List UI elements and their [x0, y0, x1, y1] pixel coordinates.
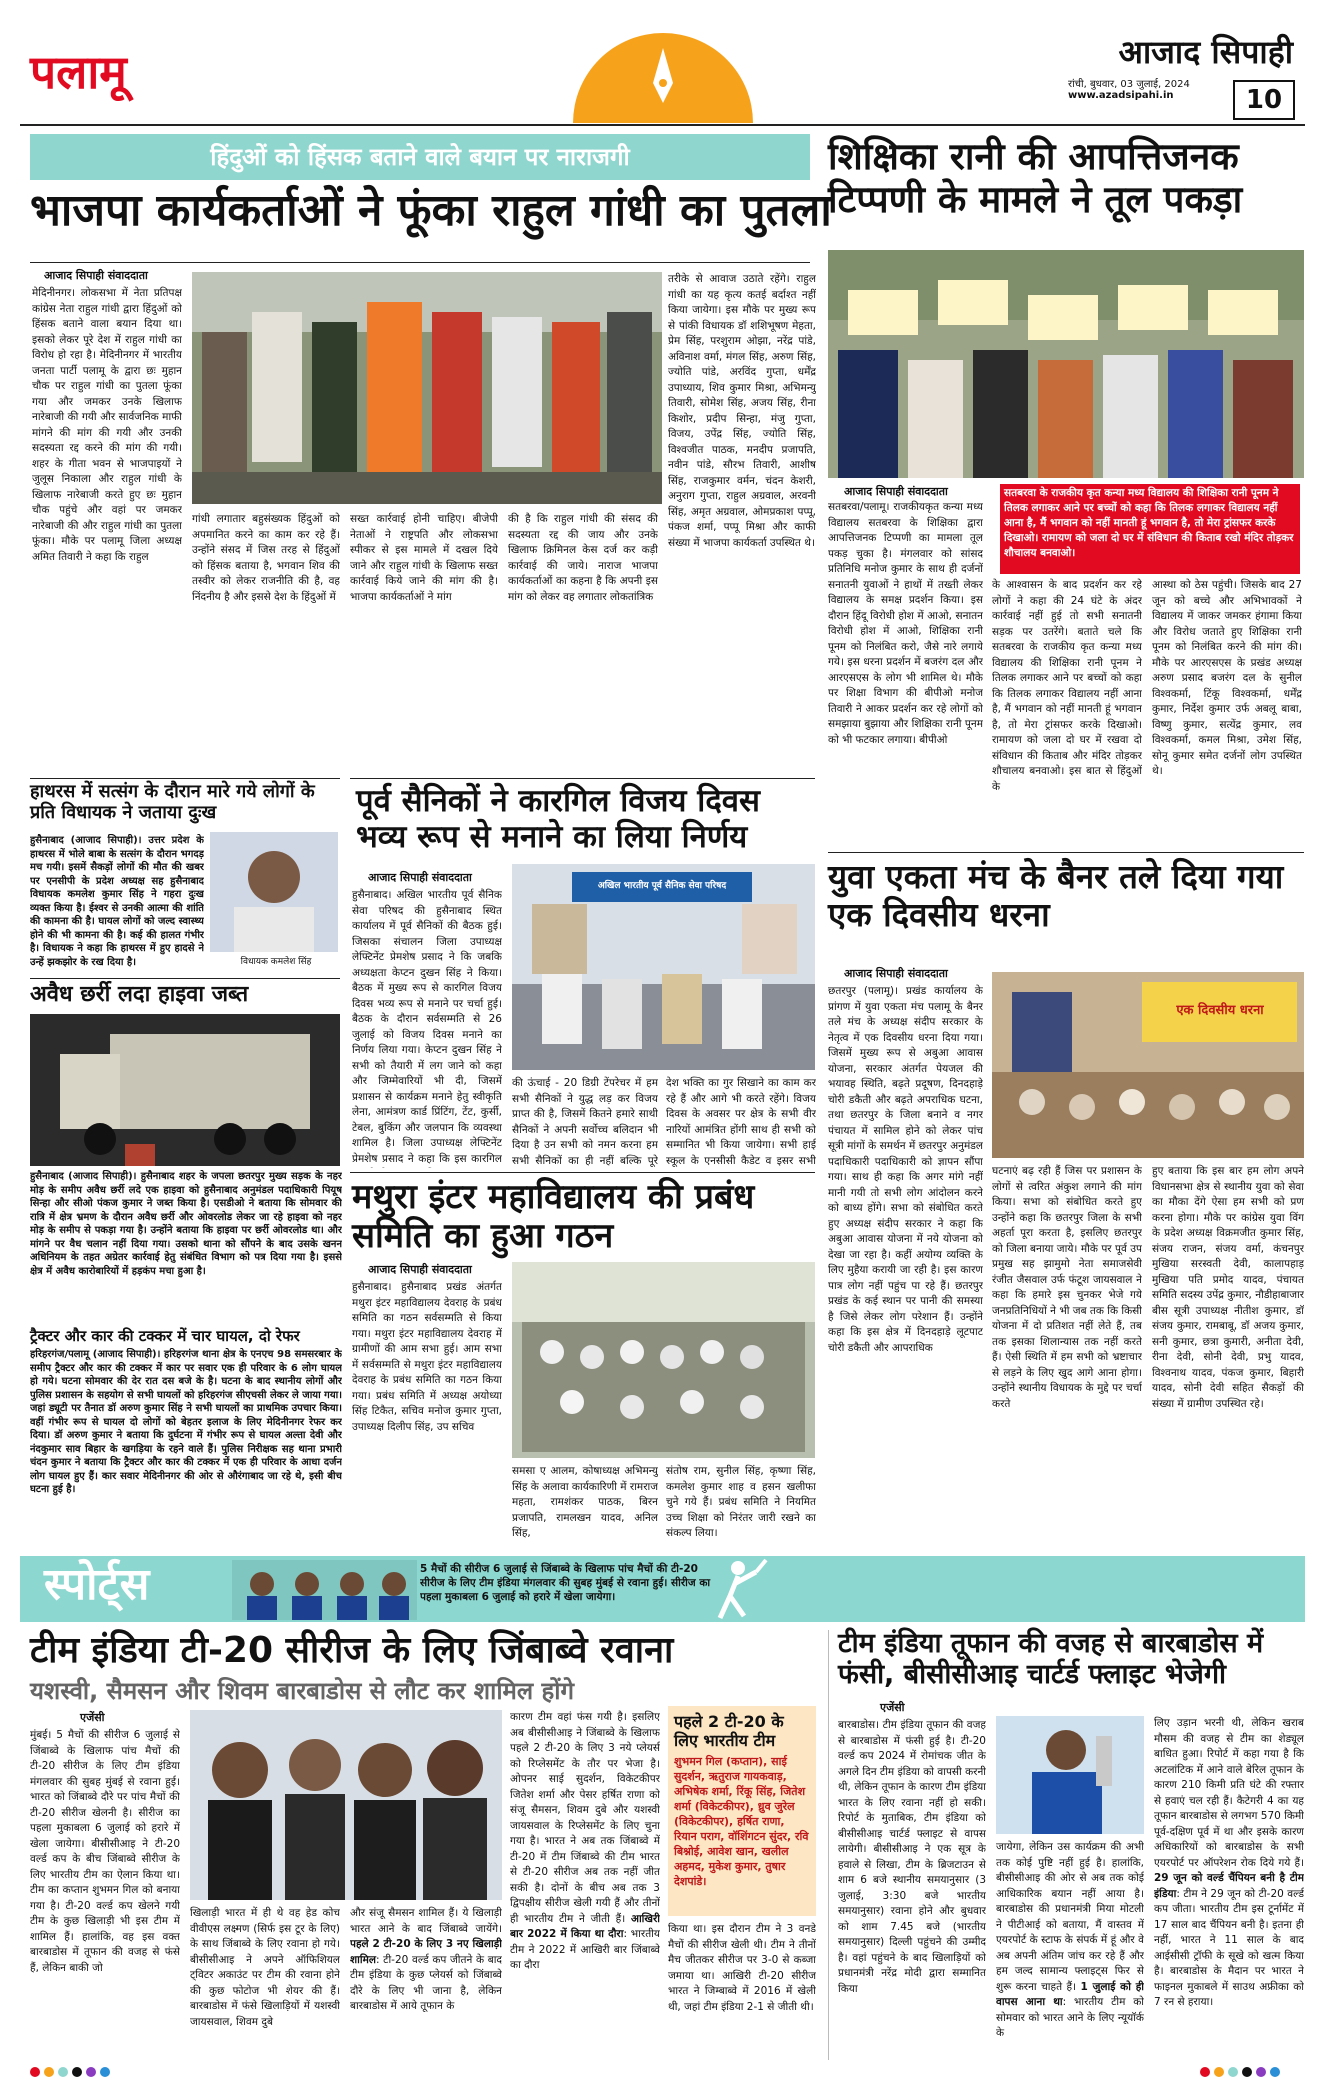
story3-headline: हाथरस में सत्संग के दौरान मारे गये लोगों के प्रति विधायक ने जताया दुःख: [30, 781, 315, 823]
story4-headline: अवैध छर्री लदा हाइवा जब्त: [30, 982, 249, 1007]
college-meeting-photo: [512, 1262, 815, 1458]
story9-col3-block: [350, 1906, 502, 2058]
story7-col3: संतोष राम, सुनील सिंह, कृष्णा सिंह, कमलेश कुमार शाह व हसन खलीफा चुने गये हैं। प्रबंध समिति ने नियमित उच्च शिक्षा को निरंतर जारी रखने का संकल्प लिया।: [666, 1465, 816, 1539]
story2-col1: सतबरवा/पलामू। राजकीयकृत कन्या मध्य विद्यालय सतबरवा के शिक्षिका द्वारा आपत्तिजनक टिप्पणी का मामला तूल पकड़ चुका है। मंगलवार को सांसद प्रतिनिधि मनोज कुमार के साथ ही दर्जनों सनातनी युवाओं ने हाथों में तख्ती लेकर विद्यालय के समक्ष प्रदर्शन किया। इस दौरान हिंदू विरोधी होश में आओ, सनातन विरोधी होश में आओ, शिक्षिका रानी पूनम को निलंबित करो, जैसे नारे लगाये गये। इस धरना प्रदर्शन में बजरंग दल और आरएसएस के लोग भी शामिल थे। मौके पर शिक्षा विभाग की बीपीओ मनोज तिवारी ने आकर प्रदर्शन कर रहे लोगों को समझाया बुझाया और शिक्षिका रानी पूनम को भी फटकार लगाया। बीपीओ: [828, 501, 983, 746]
footer-dots-right: [1200, 2062, 1284, 2081]
dharna-photo: [992, 972, 1304, 1158]
story10-byline: एजेंसी: [880, 1701, 905, 1714]
story2-headline: शिक्षिका रानी की आपत्तिजनक टिप्पणी के मामले ने तूल पकड़ा: [828, 135, 1243, 221]
story9-subhead: यशस्वी, सैमसन और शिवम बारबाडोस से लौट कर शामिल होंगे: [30, 1677, 575, 1705]
story10-col1: बारबाडोस। टीम इंडिया तूफान की वजह से बारबाडोस में फंसी हुई है। टी-20 वर्ल्ड कप 2024 में रोमांचक जीत के अगले दिन टीम इंडिया को वापसी करनी थी, लेकिन तूफान के कारण टीम इंडिया भारत के लिए रवाना नहीं हो सकी। रिपोर्ट के मुताबिक, टीम इंडिया को बीसीसीआइ चार्टर्ड फ्लाइट से वापस लायेगी। बीसीसीआइ ने एक सूत्र के हवाले से लिखा, टीम के ब्रिजटाउन से शाम 6 बजे स्थानीय समयानुसार (3 जुलाई, 3:30 बजे भारतीय समयानुसार) रवाना होने और बुधवार को शाम 7.45 बजे (भारतीय समयानुसार) दिल्ली पहुंचने की उम्मीद है। वहां पहुंचने के बाद खिलाड़ियों को प्रधानमंत्री नरेंद्र मोदी द्वारा सम्मानित किया: [838, 1719, 986, 1995]
footer-dots-left: [30, 2062, 114, 2081]
dharna-banner-text: एक दिवसीय धरना: [1176, 1003, 1264, 1018]
story1-kicker: हिंदुओं को हिंसक बताने वाले बयान पर नाराजगी: [30, 134, 810, 180]
story9-headline: टीम इंडिया टी-20 सीरीज के लिए जिंबाब्वे रवाना: [30, 1630, 674, 1671]
cricket-player-icon: [700, 1558, 770, 1622]
story6-headline: पूर्व सैनिकों ने कारगिल विजय दिवस भव्य रूप से मनाने का लिया निर्णय: [356, 783, 760, 855]
story10-col3-block: [1154, 1716, 1304, 2058]
story2-byline: आजाद सिपाही संवाददाता: [844, 485, 948, 498]
story10-col2-block: [996, 1840, 1144, 2058]
story8-headline: युवा एकता मंच के बैनर तले दिया गया एक दिवसीय धरना: [828, 857, 1284, 934]
story2-highlight: सतबरवा के राजकीय कृत कन्या मध्य विद्यालय की शिक्षिका रानी पूनम ने तिलक लगाकर आने पर बच्चों को कहा कि तिलक लगाकर विद्यालय नहीं आना है, मैं भगवान को नहीं मानती हूं भगवान है, तो मेरा ट्रांसफर करके दिखाओ। रामायण को जला दो घर में संविधान की किताब रखो मंदिर तोड़कर शौचालय बनवाओ।: [1000, 484, 1300, 574]
story8-col1: छतरपुर (पलामू)। प्रखंड कार्यालय के प्रांगण में युवा एकता मंच पलामू के बैनर तले मंच के अध्यक्ष संदीप सरकार के नेतृत्व में एक दिवसीय धरना दिया गया। जिसमें मुख्य रूप से अबुआ आवास योजना, सरकार अंतर्गत पेयजल की भयावह स्थिति, बढ़ते प्रदूषण, दिनदहाड़े चोरी डकैती और बढ़ते अपराधिक घटना, तथा छतरपुर के जिला बनाने व नगर पंचायत में सामिल होने को लेकर पांच सूत्री मांगों के समर्थन में छतरपुर अनुमंडल पदाधिकारी पदाधिकारी को ज्ञापन सौंपा गया। साथ ही कहा कि अगर मांगे नहीं मानी गयी तो सभी लोग आंदोलन करने को बाध्य होंगे। सभा को संबोधित करते हुए अध्यक्ष संदीप सरकार ने कहा कि अबुआ आवास योजना में नये योजना को देखा जा रहा है। कहीं अयोग्य व्यक्ति के लिए मुहैया करायी जा रही है। इस कारण पात्र लोग नहीं पहुंच पा रहे हैं। छतरपुर प्रखंड के कई स्थान पर पानी की समस्या है जिसे लेकर लोग परेशान हैं। उन्होंने कहा कि इस क्षेत्र में दिनदहाड़े लूटपाट चोरी डकैती और आपराधिक: [828, 985, 983, 1354]
squad-box-title: पहले 2 टी-20 के लिए भारतीय टीम: [674, 1712, 784, 1750]
squad-box-body: शुभमन गिल (कप्तान), साई सुदर्शन, ऋतुराज गायकवाड़, अभिषेक शर्मा, रिंकू सिंह, जितेश शर्मा (विकेटकीपर), ध्रुव जुरेल (विकेटकीपर), हर्षित राणा, रियान पराग, वॉशिंगटन सुंदर, रवि बिश्नोई, आवेश खान, खलील अहमद, मुकेश कुमार, तुषार देशपांडे।: [674, 1755, 809, 1888]
truck-photo: [30, 1014, 340, 1166]
story6-byline: आजाद सिपाही संवाददाता: [368, 871, 472, 884]
story10-headline: टीम इंडिया तूफान की वजह से बारबाडोस में फंसी, बीसीसीआइ चार्टर्ड फ्लाइट भेजेगी: [838, 1628, 1264, 1691]
story1-col3: सख्त कार्रवाई होनी चाहिए। बीजेपी नेताओं ने राष्ट्रपति और लोकसभा स्पीकर से इस मामले में दखल दिये जाने और राहुल गांधी के खिलाफ सख्त कार्रवाई किये जाने की मांग की है। भाजपा कार्यकर्ताओं ने मांग: [350, 513, 498, 603]
story9-col4-subhead: आखिरी बार 2022 में किया था दौरा: [510, 1912, 660, 1940]
squad-box: [668, 1706, 816, 1916]
story8-col2: घटनाएं बढ़ रही हैं जिस पर प्रशासन के लोगों से त्वरित अंकुश लगाने की मांग किया। सभा को संबोधित करते हुए उन्होंने कहा कि छतरपुर जिला के सभी अहर्ता पूरा करता है, इसलिए छतरपुर को जिला बनाया जाये। मौके पर पूर्व उप प्रमुख सह झामुमो नेता समाजसेवी रंजीत जैसवाल उर्फ फंटूश जायसवाल ने कहा कि हमारे इस चुनकर भेजे गये जनप्रतिनिधियों ने भी जब तक कि किसी योजना में दो प्रतिशत नहीं लेते हैं, तब तक इसका शिलान्यास तक नहीं करते हैं। ऐसी स्थिति में हम सभी को भ्रष्टाचार से लड़ने के लिए खुद आगे आना होगा। उन्होंने स्थानीय विधायक के मुद्दे पर चर्चा करते: [992, 1165, 1142, 1410]
masthead-logo-icon: [568, 28, 758, 123]
masthead-rule: [20, 124, 1305, 126]
story2-col2: के आश्वासन के बाद प्रदर्शन कर रहे लोगों ने कहा की 24 घंटे के अंदर कार्रवाई नहीं हुई तो सभी सनातनी सड़क पर उतरेंगे। बताते चले कि सतबरवा के राजकीय कृत कन्या मध्य विद्यालय की शिक्षिका रानी पूनम ने तिलक लगाकर आने पर बच्चों को कहा कि तिलक लगाकर विद्यालय नहीं आना है, मैं भगवान को नहीं मानती हूं भगवान है, तो मेरा ट्रांसफर करके दिखाओ। रामायण को जला दो घर में रखवा दो संविधान की किताब और मंदिर तोड़कर शौचालय बनवाओ। इस बात से हिंदुओं के: [992, 579, 1142, 793]
mla-photo: [210, 832, 338, 952]
story9-col4-text: कारण टीम वहां फंस गयी है। इसलिए अब बीसीसीआइ ने जिंबाब्वे के खिलाफ पहले 2 टी-20 के लिए 3 नये प्लेयर्स को रिप्लेसमेंट के तौर पर भेजा है। ओपनर साई सुदर्शन, विकेटकीपर जितेश शर्मा और पेसर हर्षित राणा को संजू सैमसन, शिवम दुबे और यशस्वी जायसवाल के रिप्लेसमेंट के लिए चुना गया है। भारत ने अब तक जिंबाब्वे में टी-20 में टीम जिंबाब्वे की टीम भारत से टी-20 सीरीज अब तक नहीं जीत सकी है। दोनों के बीच अब तक 3 द्विपक्षीय सीरीज खेली गयी हैं और तीनों ही भारतीय टीम ने जीती हैं।: [510, 1711, 660, 1925]
story1-byline: आजाद सिपाही संवाददाता: [44, 269, 148, 282]
story9-col3-text: और संजू सैमसन शामिल हैं। ये खिलाड़ी भारत आने के बाद जिंबाब्वे जायेंगे।: [350, 1907, 502, 1935]
sports-teaser: 5 मैचों की सीरीज 6 जुलाई से जिंबाब्वे के खिलाफ पांच मैचों की टी-20 सीरीज के लिए टीम इंडिया मंगलवार की सुबह मुंबई से रवाना हुई। सीरीज का पहला मुकाबला 6 जुलाई को हरारे में खेला जायेगा।: [420, 1563, 711, 1603]
story10-col3-cont: : टीम ने 29 जून को टी-20 वर्ल्ड कप जीता। भारतीय टीम इस टूर्नामेंट में 17 साल बाद चैंपियन बनी है। इतना ही नहीं, भारत ने 11 साल के बाद आईसीसी ट्रॉफी के सूखे को खत्म किया है। बारबाडोस के मैदान पर भारत ने फाइनल मुकाबले में साउथ अफ्रीका को 7 रन से हराया।: [1154, 1887, 1304, 2008]
story10-col2-text: जायेगा, लेकिन उस कार्यक्रम की अभी तक कोई पुष्टि नहीं हुई है। हालांकि, बीसीसीआइ की ओर से अब तक कोई आधिकारिक बयान नहीं आया है। बारबाडोस की प्रधानमंत्री मिया मोटली ने पीटीआई को बताया, मैं वास्तव में एयरपोर्ट के स्टाफ के संपर्क में हूं और वे अब अपनी अंतिम जांच कर रहे हैं और हम जल्द सामान्य फ्लाइट्स फिर से शुरू करना चाहते हैं।: [996, 1841, 1144, 1993]
story9-col5: किया था। इस दौरान टीम ने 3 वनडे मैचों की सीरीज खेली थी। टीम ने तीनों मैच जीतकर सीरीज पर 3-0 से कब्जा जमाया था। आखिरी टी-20 सीरीज भारत ने जिम्बाब्वे में 2016 में खेली थी, जहां टीम इंडिया 2-1 से जीती थी।: [668, 1923, 816, 2013]
players-group-photo: [232, 1560, 417, 1620]
section-title: पलामू: [30, 45, 127, 99]
story3-body: हुसैनाबाद (आजाद सिपाही)। उत्तर प्रदेश के हाथरस में भोले बाबा के सत्संग के दौरान भगदड़ मच गयी। इसमें सैकड़ों लोगों की मौत की खबर पर एनसीपी के प्रदेश अध्यक्ष सह हुसैनाबाद विधायक कमलेश कुमार सिंह ने गहरा दुःख व्यक्त किया है। ईश्वर से उनकी आत्मा की शांति की कामना की है। घायल लोगों को जल्द स्वास्थ्य होने की भी कामना की है। कई की हालत गंभीर है। विधायक ने कहा कि हाथरस में हुए हादसे ने उन्हें झकझोर के रख दिया है।: [30, 835, 204, 968]
protest-photo: [192, 272, 662, 504]
newspaper-name: आजाद सिपाही: [1118, 33, 1293, 71]
meeting-banner-text: अखिल भारतीय पूर्व सैनिक सेवा परिषद: [597, 881, 727, 891]
website-text: www.azadsipahi.in: [1068, 90, 1174, 101]
story9-col4-cont: : भारतीय टीम ने 2022 में आखिरी बार जिंबाब्वे का दौरा: [510, 1928, 660, 1971]
story6-col1: हुसैनाबाद। अखिल भारतीय पूर्व सैनिक सेवा परिषद की हुसैनाबाद स्थित कार्यालय में पूर्व सैनिकों की बैठक हुई। जिसका संचालन जिला उपाध्यक्ष लेफ्टिनेंट प्रेमशेष प्रसाद ने कि जबकि अध्यक्षता केप्टन दुखन सिंह ने किया। बैठक में मुख्य रूप से कारगिल विजय दिवस भव्य रूप से मनाने पर चर्चा हुई। बैठक के दौरान सर्वसम्मति से 26 जुलाई को विजय दिवस मनाने का निर्णय लिया गया। केप्टन दुखन सिंह ने सभी को तैयारी में लग जाने को कहा और जिम्मेवारियों भी दी, जिसमें प्रशासन से कार्यक्रम मनाने हेतु स्वीकृति लेना, आमंत्रण कार्ड प्रिंटिंग, टेंट, कुर्सी, टेबल, बुकिंग और जलपान कि व्यवस्था शामिल है। जिला उपाध्यक्ष लेफ्टिनेंट प्रेमशेष प्रसाद ने कहा कि इस कारगिल: [352, 889, 502, 1165]
team-players-photo: [190, 1710, 502, 1900]
story5-body: हरिहरगंज/पलामू (आजाद सिपाही)। हरिहरगंज थाना क्षेत्र के एनएच 98 समसरबार के समीप ट्रैक्टर और कार की टक्कर में कार पर सवार एक ही परिवार के 6 लोग घायल हो गये। घटना सोमवार की देर रात दस बजे के है। घटना के बाद स्थानीय लोगों और पुलिस प्रशासन के सहयोग से सभी घायलों को हरिहरगंज सीएचसी लेकर ले जाया गया। जहां ड्यूटी पर तैनात डॉ अरुण कुमार सिंह ने सभी घायलों का प्राथमिक उपचार किया। वहीं गंभीर रूप से घायल दो लोगों को बेहतर इलाज के लिए मेदिनीनगर रेफर कर दिया। डॉ अरुण कुमार ने बताया कि दुर्घटना में गंभीर रूप से घायल अल्ता देवी और नंदकुमार साव बिहार के खगड़िया के रहने वाले हैं। पुलिस निरीक्षक सह थाना प्रभारी चंदन कुमार ने बताया कि ट्रैक्टर और कार की टक्कर में एक ही परिवार के आधा दर्जन लोग घायल हुए हैं। कार सवार मेदिनीनगर की ओर से औरंगाबाद जा रहे थे, इसी बीच घटना हुई है।: [30, 1349, 342, 1495]
story9-col2: खिलाड़ी भारत में ही थे वह हेड कोच वीवीएस लक्ष्मण (सिर्फ इस टूर के लिए) के साथ जिंबाब्वे के लिए रवाना हो गये। बीसीसीआइ ने अपने ऑफिशियल ट्विटर अकाउंट पर टीम की रवाना होने की कुछ फोटोज भी शेयर की हैं। बारबाडोस में फंसे खिलाड़ियों में यशस्वी जायसवाल, शिवम दुबे: [190, 1907, 340, 2028]
sports-label: स्पोर्ट्स: [44, 1559, 150, 1610]
meeting-photo: [512, 864, 815, 1070]
story1-col2: गांधी लगातार बहुसंख्यक हिंदुओं को अपमानित करने का काम कर रहे हैं। उन्होंने संसद में जिस तरह से हिंदुओं को हिंसक बताया है, भगवान शिव की तस्वीर को लेकर राजनीति की है, वह निंदनीय है और इससे देश के हिंदुओं में: [192, 513, 340, 603]
story1-col1: मेदिनीनगर। लोकसभा में नेता प्रतिपक्ष कांग्रेस नेता राहुल गांधी द्वारा हिंदुओं को हिंसक बताने वाला बयान दिया था। इसको लेकर पूरे देश में राहुल गांधी का विरोध हो रहा है। मेदिनीनगर में भारतीय जनता पार्टी पलामू के द्वारा छः मुहान चौक पर राहुल गांधी का पुतला फूंका गया और जमकर उनके खिलाफ नारेबाजी की गयी और सार्वजनिक माफी मांगने की मांग की गयी और उनकी सदस्यता रद्द करने की मांग की गयी। शहर के गीता भवन से भाजपाइयों ने जुलूस निकाला और राहुल गांधी के खिलाफ नारेबाजी करते हुए छः मुहान चौक पहुंचे और वहां पर जमकर नारेबाजी की और राहुल गांधी का पुतला फूंका। मौके पर पलामू जिला अध्यक्ष अमित तिवारी ने कहा कि राहुल: [32, 287, 182, 563]
mla-photo-caption: विधायक कमलेश सिंह: [240, 957, 312, 967]
story2-col3: आस्था को ठेस पहुंची। जिसके बाद 27 जून को बच्चे और अभिभावकों ने विद्यालय में जाकर जमकर हंगामा किया और विरोध जताते हुए शिक्षिका रानी पूनम को निलंबित करने की मांग की। मौके पर आरएसएस के प्रखंड अध्यक्ष अरुण प्रसाद बजरंग दल के सुनील विश्वकर्मा, टिंकू विश्वकर्मा, धर्मेंद्र कुमार, निर्देश कुमार उर्फ अबलू बाबा, विष्णु कुमार, सत्येंद्र कुमार, लव विश्वकर्मा, कमल मिश्रा, उमेश सिंह, सोनू कुमार समेत दर्जनों लोग उपस्थित थे।: [1152, 579, 1302, 777]
story10-col3-subhead: 29 जून को वर्ल्ड चैंपियन बनी है टीम इंडिया: [1154, 1872, 1304, 1900]
story10-col2-subhead: 1 जुलाई को ही वापस आना था: [996, 1980, 1144, 2008]
story9-col4-block: [510, 1710, 660, 2058]
rohit-trophy-photo: [996, 1716, 1144, 1834]
story7-headline: मथुरा इंटर महाविद्यालय की प्रबंध समिति का हुआ गठन: [352, 1177, 755, 1257]
story9-col3-cont: : टी-20 वर्ल्ड कप जीतने के बाद टीम इंडिया के कुछ प्लेयर्स को जिंबाब्वे दौरे के लिए भी जाना है, लेकिन बारबाडोस में आये तूफान के: [350, 1953, 502, 2012]
story1-col4: की है कि राहुल गांधी की संसद की सदस्यता रद्द की जाय और उनके खिलाफ क्रिमिनल केस दर्ज कर कड़ी कार्रवाई की जाये। नाराज भाजपा कार्यकर्ताओं का कहना है कि अपनी इस मांग को लेकर वह लगातार लोकतांत्रिक: [508, 513, 658, 603]
story6-col3: देश भक्ति का गुर सिखाने का काम कर रहे हैं और आगे भी करते रहेंगे। विजय दिवस के अवसर पर क्षेत्र के सभी वीर नारियों आमंत्रित होंगी साथ ही सभी को सम्मानित भी किया जायेगा। सभी हाई स्कूल के एनसीसी कैडेट व इसर सभी: [666, 1077, 816, 1167]
story8-col3: हुए बताया कि इस बार हम लोग अपने विधानसभा क्षेत्र से स्थानीय युवा को सेवा का मौका देंगे ऐसा हम सभी को प्रण करना होगा। मौके पर कांग्रेस युवा विंग के प्रदेश अध्यक्ष विक्रमजीत कुमार सिंह, संजय राजन, संजय वर्मा, कंचनपुर मुखिया सरस्वती देवी, कालापहाड़ मुखिया पति प्रमोद यादव, पंचायत समिति सदस्य उपेंद्र कुमार, नौडीहाबाजार बीस सूत्री उपाध्यक्ष नीतीश कुमार, डॉ संजय कुमार, रामबाबू, डॉ अजय कुमार, सनी कुमार, छत्रा कुमारी, अनीता देवी, रीना देवी, सोनी देवी, प्रभु यादव, विश्वनाथ यादव, पंकज कुमार, बिहारी यादव, सोनी देवी सहित सैकड़ों की संख्या में ग्रामीण उपस्थित रहे।: [1152, 1165, 1304, 1410]
story6-col2: की ऊंचाई - 20 डिग्री टेंपरेचर में हम सभी सैनिकों ने युद्ध लड़ कर विजय प्राप्त की है, जिसमें कितने हमारे साथी सैनिकों ने अपनी सर्वोच्च बलिदान भी दिया है उन सभी को नमन करना हम सभी सैनिकों का ही नहीं बल्कि पूरे: [512, 1077, 658, 1167]
story4-body: हुसैनाबाद (आजाद सिपाही)। हुसैनाबाद शहर के जपला छतरपुर मुख्य सड़क के नहर मोड़ के समीप अवैध छर्री लदे एक हाइवा को हुसैनाबाद अनुमंडल पदाधिकारी पियूष सिन्हा और सीओ पंकज कुमार ने जब्त किया है। एसडीओ ने बताया कि सोमवार की रात्रि में क्षेत्र भ्रमण के दौरान अवैध छर्री और ओवरलोड लेकर जा रहे हाइवा को नहर मोड़ के समीप से पकड़ा गया है। उन्होंने बताया कि हाइवा पर छर्री ओवरलोड था। और मांगने पर वैध चलान नहीं दिया गया। उसको थाना को सौंपने के बाद उसके खनन अधिनियम के तहत अग्रेतर कार्रवाई हेतु संबंधित विभाग को पत्र दिया गया है। इससे क्षेत्र में अवैध कारोबारियों में हड़कंप मचा हुआ है।: [30, 1171, 342, 1277]
story9-byline: एजेंसी: [80, 1711, 105, 1724]
story7-col2: समसा ए आलम, कोषाध्यक्ष अभिमन्यु सिंह के अलावा कार्यकारिणी में रामराज महता, रामशंकर पाठक, बिरन प्रजापति, रामलखन यादव, अनिल सिंह,: [512, 1465, 658, 1539]
story1-col5: तरीके से आवाज उठाते रहेंगे। राहुल गांधी का यह कृत्य कतई बर्दाश्त नहीं किया जायेगा। इस मौके पर मुख्य रूप से पांकी विधायक डॉ शशिभूषण मेहता, प्रेम सिंह, परशुराम ओझा, नरेंद्र पांडे, अविनाश वर्मा, मंगल सिंह, अरुण सिंह, ज्योति पांडे, अरविंद गुप्ता, धर्मेंद्र उपाध्याय, शिव कुमार मिश्रा, अभिमन्यु तिवारी, सोमेश सिंह, अजय सिंह, रीना किशोर, प्रदीप सिन्हा, मंजु गुप्ता, विजय, उपेंद्र सिंह, ज्योति सिंह, विश्वजीत पाठक, मनदीप प्रजापति, नवीन पांडे, सौरभ तिवारी, आशीष सिंह, राजकुमार वर्मन, चंदन केशरी, अनुराग गुप्ता, राहुल अग्रवाल, अरवनी सिंह, अमृत अग्रवाल, ओमप्रकाश पप्पू, पंकज शर्मा, पप्पू मिश्रा और काफी संख्या में भाजपा कार्यकर्ता उपस्थित थे।: [668, 273, 816, 549]
story8-byline: आजाद सिपाही संवाददाता: [844, 967, 948, 980]
date-text: रांची, बुधवार, 03 जुलाई, 2024: [1068, 79, 1190, 90]
story7-col1: हुसैनाबाद। हुसैनाबाद प्रखंड अंतर्गत मथुरा इंटर महाविद्यालय देवराह के प्रबंध समिति का गठन सर्वसम्मति से किया गया। मथुरा इंटर महाविद्यालय देवराह में ग्रामीणों की आम सभा हुई। आम सभा में सर्वसम्मति से मथुरा इंटर महाविद्यालय देवराह के प्रबंध समिति का गठन किया गया। प्रबंध समिति में अध्यक्ष अयोध्या सिंह टिकैत, सचिव मनोज कुमार गुप्ता, उपाध्यक्ष दिलीप सिंह, उप सचिव: [352, 1281, 502, 1433]
page-number: 10: [1233, 80, 1295, 120]
story9-col3-subhead: पहले 2 टी-20 के लिए 3 नए खिलाड़ी शामिल: [350, 1938, 502, 1966]
story9-col1: मुंबई। 5 मैचों की सीरीज 6 जुलाई से जिंबाब्वे के खिलाफ पांच मैचों की टी-20 सीरीज के लिए टीम इंडिया मंगलवार की सुबह मुंबई से रवाना हुई। भारत को जिंबाब्वे दौरे पर पांच मैचों की टी-20 सीरीज खेलनी है। सीरीज का पहला मुकाबला 6 जुलाई को हरारे में खेला जायेगा। बीसीसीआइ ने टी-20 वर्ल्ड कप के बीच जिंबाब्वे सीरीज के लिए भारतीय टीम का ऐलान किया था। टीम का कप्तान शुभमन गिल को बनाया गया है। टी-20 वर्ल्ड कप खेलने गयी टीम के कुछ खिलाड़ी भी इस टीम में शामिल हैं। हालांकि, वह इस वक्त बारबाडोस में तूफान की वजह से फंसे हैं, लेकिन बाकी जो: [30, 1729, 180, 1974]
story10-col3-text: लिए उड़ान भरनी थी, लेकिन खराब मौसम की वजह से टीम का शेड्यूल बाधित हुआ। रिपोर्ट में कहा गया है कि अटलांटिक में आने वाले बेरिल तूफान के कारण 210 किमी प्रति घंटे की रफ्तार से हवाएं चल रही हैं। कैटेगरी 4 का यह तूफान बारबाडोस से लगभग 570 किमी पूर्व-दक्षिण पूर्व में था और इसके कारण अधिकारियों को बारबाडोस के सभी एयरपोर्ट पर ऑपरेशन रोक दिये गये हैं।: [1154, 1717, 1304, 1869]
teacher-protest-photo: [828, 250, 1304, 478]
story5-headline: ट्रैक्टर और कार की टक्कर में चार घायल, दो रेफर: [30, 1327, 300, 1345]
story1-headline: भाजपा कार्यकर्ताओं ने फूंका राहुल गांधी का पुतला: [30, 185, 832, 236]
story7-byline: आजाद सिपाही संवाददाता: [368, 1263, 472, 1276]
story10-col2-cont: : भारतीय टीम को सोमवार को भारत आने के लिए न्यूयॉर्क के: [996, 1996, 1144, 2039]
